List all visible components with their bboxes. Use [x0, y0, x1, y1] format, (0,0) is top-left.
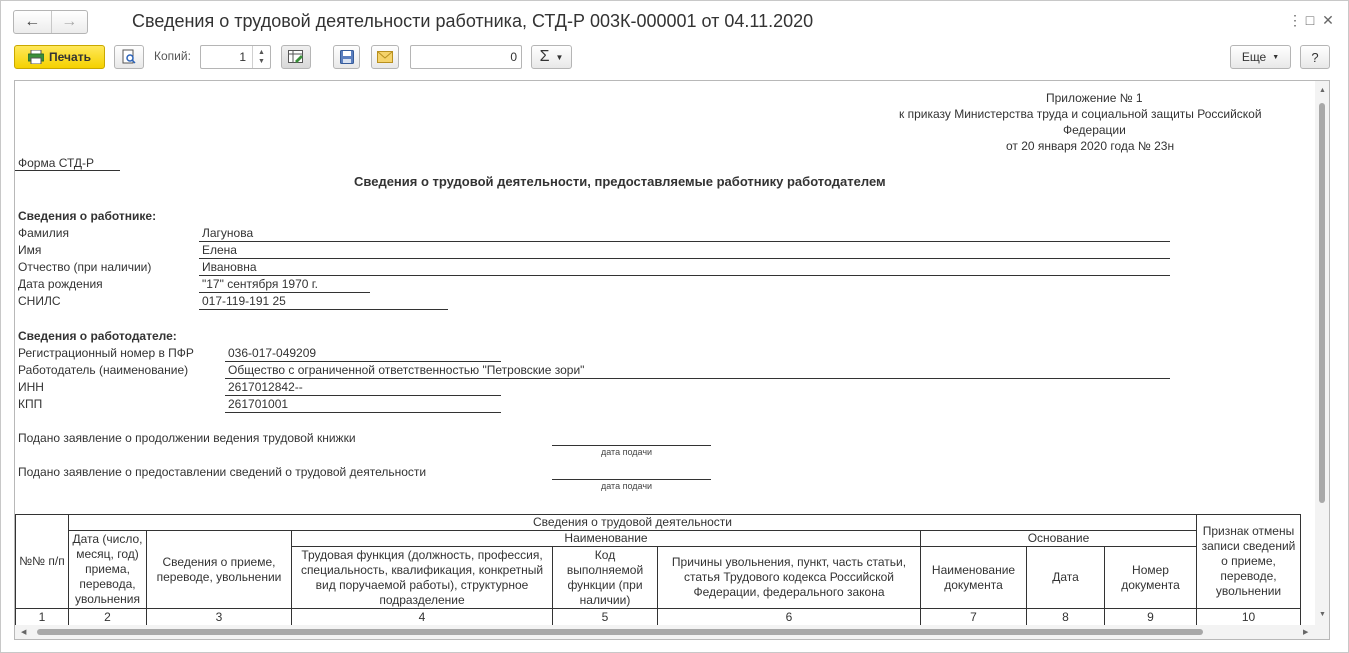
spreadsheet-document[interactable]	[14, 80, 1330, 640]
inn-value: 2617012842--	[228, 380, 303, 394]
more-button[interactable]	[1230, 45, 1291, 69]
spinner-arrows[interactable]	[252, 46, 270, 68]
window-title: Сведения о трудовой деятельности работника, СТД-Р 003К-000001 от 04.11.2020	[132, 11, 814, 31]
appendix-line2: к приказу Министерства труда и социальной защиты Российской	[899, 107, 1262, 121]
send-email-button[interactable]	[371, 45, 399, 69]
preview-button[interactable]	[114, 45, 144, 69]
copies-value: 1	[239, 50, 246, 64]
copies-label: Копий:	[154, 49, 191, 63]
application-workbook-date-line	[552, 445, 711, 446]
print-button[interactable]	[14, 45, 105, 69]
arrow-left-icon: ←	[24, 13, 41, 30]
navigation-buttons	[13, 10, 88, 34]
save-button[interactable]	[333, 45, 360, 69]
first-name-value: Елена	[202, 243, 237, 257]
spin-up-icon[interactable]: ▲	[258, 49, 265, 56]
header-naim: Наименование	[291, 530, 921, 547]
chevron-down-icon: ▼	[1272, 53, 1280, 61]
appendix-line4: от 20 января 2020 года № 23н	[1006, 139, 1175, 153]
last-name-value: Лагунова	[202, 226, 254, 240]
employer-name-label: Работодатель (наименование)	[18, 363, 189, 377]
header-function: Трудовая функция (должность, профессия, специальность, квалификация, конкретный вид поручаемой работы), структурное подразделение	[291, 546, 553, 609]
vertical-scrollbar[interactable]	[1315, 81, 1329, 626]
sum-button[interactable]	[531, 45, 572, 69]
floppy-disk-icon	[340, 50, 354, 64]
forward-button[interactable]	[51, 11, 88, 33]
form-name-underline	[15, 170, 120, 171]
employer-section-title: Сведения о работодателе:	[18, 329, 177, 343]
form-name: Форма СТД-Р	[18, 156, 95, 170]
document-content	[15, 81, 1313, 626]
help-button[interactable]: ?	[1300, 45, 1330, 69]
preview-icon	[122, 49, 136, 65]
spin-down-icon[interactable]: ▼	[258, 58, 265, 65]
column-number: 1	[15, 608, 69, 626]
column-number: 2	[68, 608, 147, 626]
snils-value: 017-119-191 25	[202, 294, 286, 308]
kpp-label: КПП	[18, 397, 43, 411]
snils-line	[199, 309, 448, 310]
kpp-line	[225, 412, 501, 413]
header-function-code: Код выполняемой функции (при наличии)	[552, 546, 658, 609]
envelope-icon	[377, 51, 393, 63]
column-number: 10	[1196, 608, 1301, 626]
close-icon[interactable]: ✕	[1322, 11, 1334, 28]
employer-name-value: Общество с ограниченной ответственностью "Петровские зори"	[228, 363, 585, 377]
column-number: 6	[657, 608, 921, 626]
application-info-date-line	[552, 479, 711, 480]
birth-date-value: "17" сентября 1970 г.	[202, 277, 319, 291]
inn-line	[225, 395, 501, 396]
employer-name-line	[225, 378, 1170, 379]
sum-field[interactable]: 0	[410, 45, 522, 69]
kpp-value: 261701001	[228, 397, 289, 411]
header-basis: Основание	[920, 530, 1197, 547]
first-name-label: Имя	[18, 243, 42, 257]
vertical-scroll-thumb[interactable]	[1319, 103, 1325, 503]
appendix-line1: Приложение № 1	[1046, 91, 1143, 105]
snils-label: СНИЛС	[18, 294, 61, 308]
scroll-left-icon[interactable]: ◀	[21, 629, 27, 636]
arrow-right-icon: →	[61, 13, 78, 30]
patronymic-label: Отчество (при наличии)	[18, 260, 152, 274]
maximize-icon[interactable]: □	[1305, 12, 1315, 28]
first-name-line	[199, 258, 1170, 259]
header-info: Сведения о приеме, переводе, увольнении	[146, 530, 292, 609]
column-number: 3	[146, 608, 292, 626]
column-number: 5	[552, 608, 658, 626]
edit-mode-button[interactable]	[281, 45, 311, 69]
inn-label: ИНН	[18, 380, 44, 394]
scroll-down-icon[interactable]: ▼	[1319, 611, 1326, 618]
document-heading: Сведения о трудовой деятельности, предоставляемые работнику работодателем	[354, 174, 886, 189]
pfr-reg-label: Регистрационный номер в ПФР	[18, 346, 194, 360]
more-button-label: Еще	[1241, 50, 1267, 64]
pfr-reg-line	[225, 361, 501, 362]
header-doc-number: Номер документа	[1104, 546, 1197, 609]
header-work-activity: Сведения о трудовой деятельности	[68, 514, 1197, 531]
header-num: №№ п/п	[15, 514, 69, 609]
patronymic-value: Ивановна	[202, 260, 257, 274]
printer-icon	[28, 50, 44, 64]
scroll-up-icon[interactable]: ▲	[1319, 87, 1326, 94]
application-workbook-text: Подано заявление о продолжении ведения трудовой книжки	[18, 431, 356, 445]
column-number: 4	[291, 608, 553, 626]
pfr-reg-value: 036-017-049209	[228, 346, 317, 360]
column-number: 8	[1026, 608, 1105, 626]
header-doc-date: Дата	[1026, 546, 1105, 609]
copies-spinner[interactable]	[200, 45, 271, 69]
horizontal-scrollbar[interactable]	[15, 625, 1330, 639]
chevron-down-icon: ▼	[555, 52, 564, 62]
birth-date-label: Дата рождения	[18, 277, 103, 291]
column-number: 9	[1104, 608, 1197, 626]
more-menu-icon[interactable]: ⋮	[1288, 11, 1302, 28]
last-name-label: Фамилия	[18, 226, 69, 240]
appendix-line3: Федерации	[1063, 123, 1126, 137]
sigma-icon: Σ	[539, 48, 550, 65]
header-date: Дата (число, месяц, год) приема, перевода, увольнения	[68, 530, 147, 609]
application-info-date-caption: дата подачи	[601, 481, 653, 491]
birth-date-line	[199, 292, 370, 293]
header-doc-name: Наименование документа	[920, 546, 1027, 609]
header-cancel-flag: Признак отмены записи сведений о приеме, переводе, увольнении	[1196, 514, 1301, 609]
employee-section-title: Сведения о работнике:	[18, 209, 157, 223]
back-button[interactable]	[14, 11, 51, 33]
header-dismissal-reason: Причины увольнения, пункт, часть статьи, статья Трудового кодекса Российской Федерации, федерального закона	[657, 546, 921, 609]
scroll-right-icon[interactable]: ▶	[1303, 629, 1309, 636]
title-bar	[1, 1, 1348, 41]
application-workbook-date-caption: дата подачи	[601, 447, 653, 457]
edit-table-icon	[288, 50, 304, 64]
patronymic-line	[199, 275, 1170, 276]
application-info-text: Подано заявление о предоставлении сведений о трудовой деятельности	[18, 465, 427, 479]
last-name-line	[199, 241, 1170, 242]
print-button-label: Печать	[49, 50, 91, 64]
column-number: 7	[920, 608, 1027, 626]
horizontal-scroll-thumb[interactable]	[37, 629, 1203, 635]
